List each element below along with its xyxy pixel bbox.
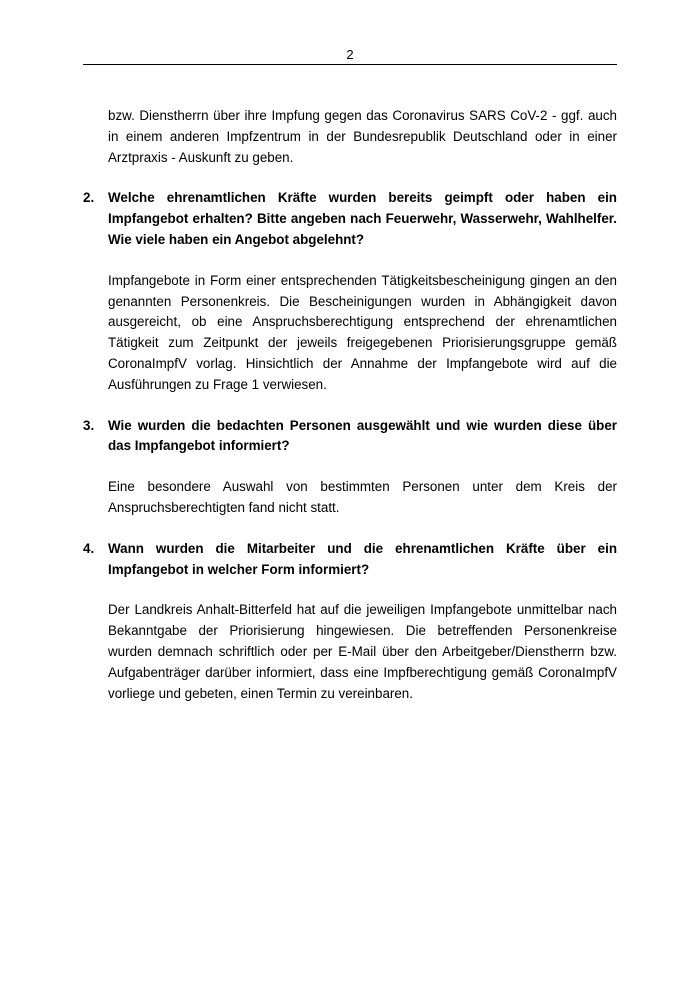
question-text: Wie wurden die bedachten Personen ausgewählt und wie wurden diese über das Impfangebot informiert? <box>108 417 617 454</box>
page-number: 2 <box>346 47 354 62</box>
spacer <box>83 457 617 477</box>
answer-3: Eine besondere Auswahl von bestimmten Personen unter dem Kreis der Anspruchsberechtigten fand nicht statt. <box>108 479 617 515</box>
spacer <box>83 168 617 188</box>
spacer <box>83 251 617 271</box>
spacer <box>83 396 617 416</box>
question-number: 4. <box>83 540 95 556</box>
spacer <box>83 519 617 539</box>
intro-paragraph: bzw. Dienstherrn über ihre Impfung gegen das Coronavirus SARS CoV-2 - ggf. auch in einem anderen Impfzentrum in der Bundesrepublik Deutschland oder in einer Arztpraxis - Auskunft zu geben. <box>108 108 617 165</box>
question-number: 2. <box>83 190 95 206</box>
answer-2: Impfangebote in Form einer entsprechenden Tätigkeitsbescheinigung gingen an den genannten Personenkreis. Die Bescheinigungen wurden in Abhängigkeit davon ausgereicht, ob eine Anspruchsberechtigung entsprechend der ehrenamtlichen Tätigkeit zum Zeitpunkt der jeweils freigegebenen Priorisierungsgruppe gemäß CoronaImpfV vorlag. Hinsichtlich der Annahme der Impfangebote wird auf die Ausführungen zu Frage 1 verwiesen. <box>108 272 617 392</box>
answer-4: Der Landkreis Anhalt-Bitterfeld hat auf die jeweiligen Impfangebote unmittelbar nach Bekanntgabe der Priorisierung hingewiesen. Die betreffenden Personenkreise wurden demnach schriftlich oder per E-Mail über den Arbeitgeber/Dienstherrn bzw. Aufgabenträger darüber informiert, dass eine Impfberechtigung gemäß CoronaImpfV vorliege und gebeten, einen Termin zu vereinbaren. <box>108 602 617 701</box>
question-3 <box>83 416 617 458</box>
document-body <box>83 106 617 704</box>
spacer <box>83 580 617 600</box>
header-rule <box>83 64 617 65</box>
question-4 <box>83 539 617 581</box>
question-2 <box>83 188 617 250</box>
question-text: Wann wurden die Mitarbeiter und die ehrenamtlichen Kräfte über ein Impfangebot in welcher Form informiert? <box>108 540 617 577</box>
question-text: Welche ehrenamtlichen Kräfte wurden bereits geimpft oder haben ein Impfangebot erhalten? Bitte angeben nach Feuerwehr, Wasserwehr, Wahlhelfer. Wie viele haben ein Angebot abgelehnt? <box>108 190 617 247</box>
question-number: 3. <box>83 417 95 433</box>
